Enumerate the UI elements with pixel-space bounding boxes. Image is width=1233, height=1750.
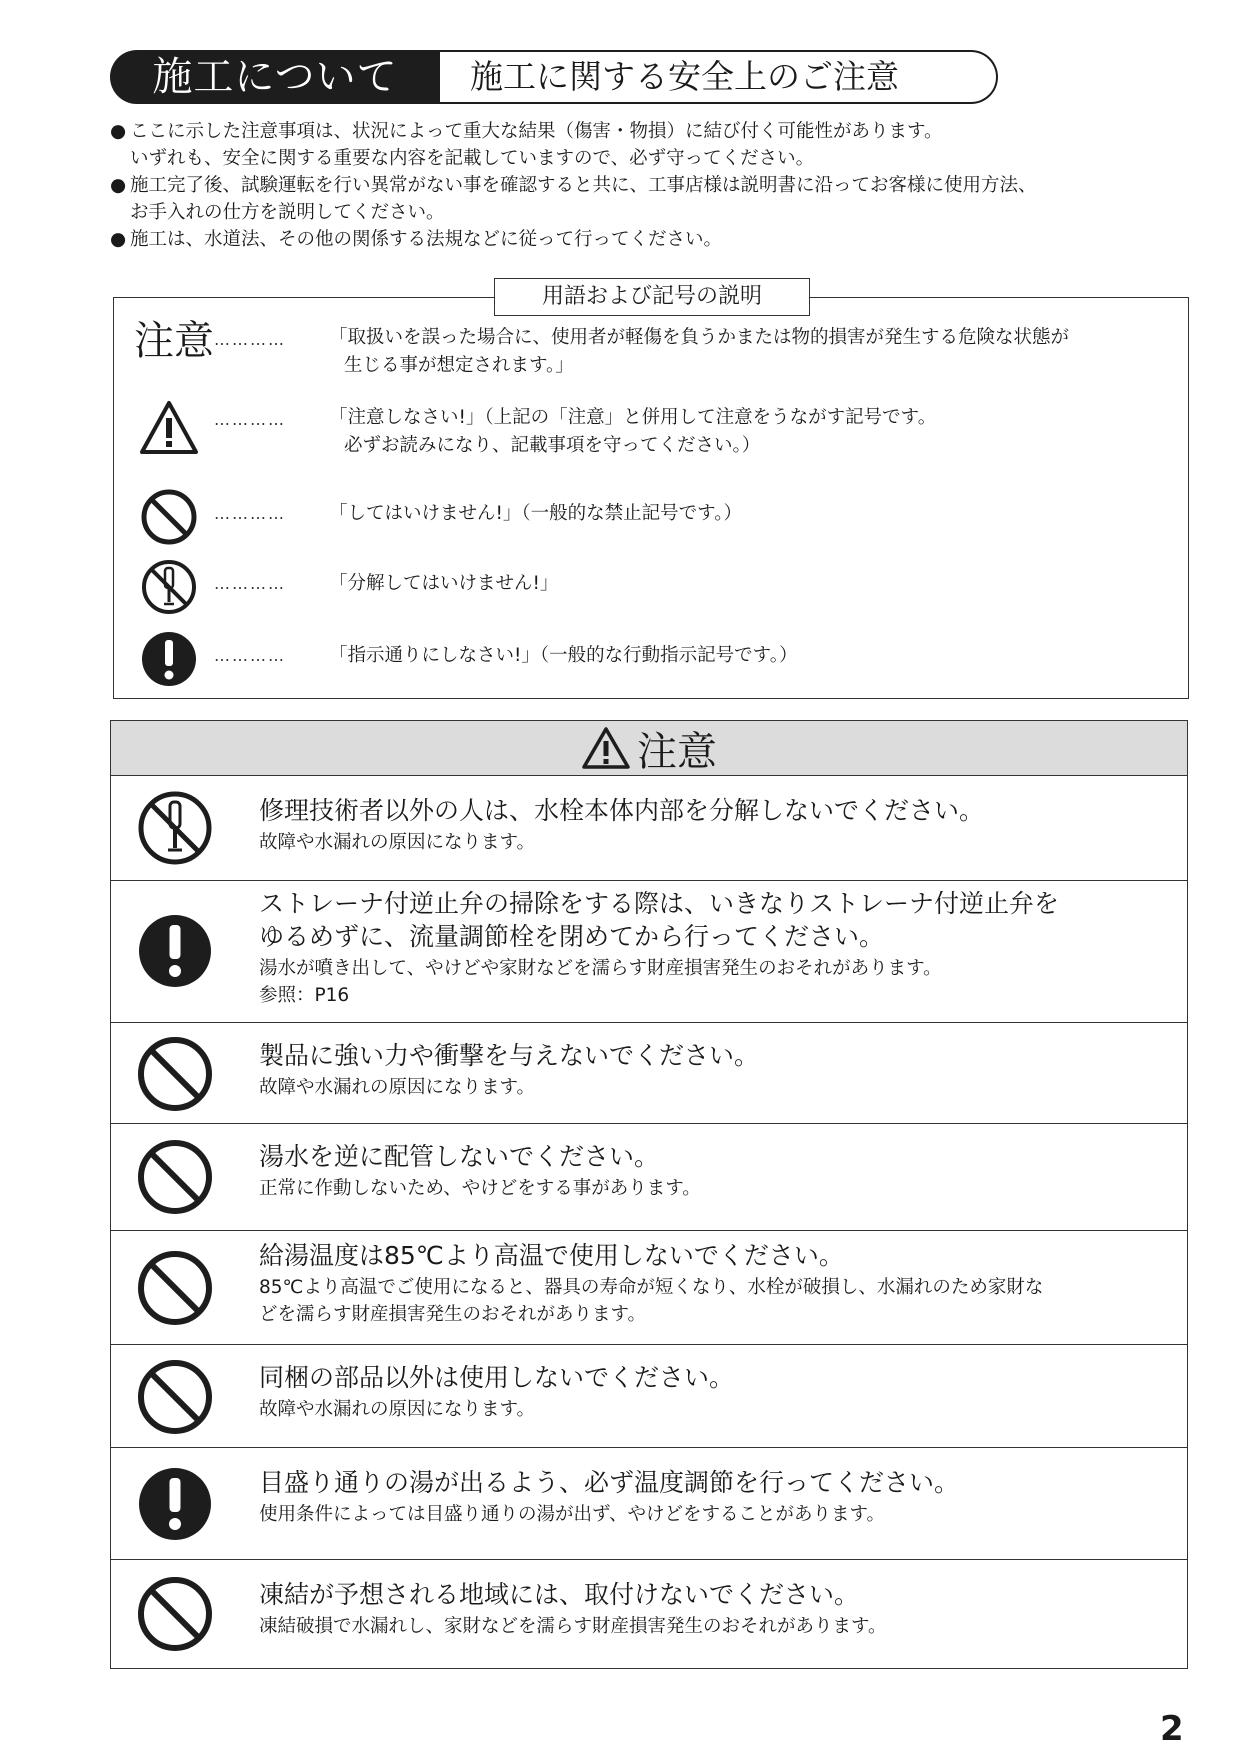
leader-dots: ………… xyxy=(214,646,286,665)
caution-title: 製品に強い力や衝撃を与えないでください。 xyxy=(259,1041,760,1070)
caution-title: ストレーナ付逆止弁の掃除をする際は、いきなりストレーナ付逆止弁を xyxy=(259,889,1060,918)
legend-desc xyxy=(329,642,1169,670)
caution-row xyxy=(111,1345,1187,1448)
intro-notes xyxy=(110,118,1110,253)
mandatory-icon xyxy=(135,911,215,991)
bullet-dot: ● xyxy=(110,229,127,250)
caution-sub-line: 凍結破損で水漏れし、家財などを濡らす財産損害発生のおそれがあります。 xyxy=(259,1616,887,1637)
prohibit-icon xyxy=(135,1248,215,1328)
section-subtitle: 施工に関する安全上のご注意 xyxy=(440,50,998,104)
caution-title: 修理技術者以外の人は、水栓本体内部を分解しないでください。 xyxy=(259,796,985,825)
caution-title: 給湯温度は85℃より高温で使用しないでください。 xyxy=(259,1241,844,1270)
caution-text xyxy=(259,1361,1147,1423)
symbol-legend xyxy=(113,284,1189,699)
legend-desc-line: 生じる事が想定されます。」 xyxy=(344,355,574,376)
legend-desc xyxy=(329,570,1169,598)
caution-sub xyxy=(259,1175,1147,1202)
leader-dots: ………… xyxy=(214,504,286,523)
caution-title: 目盛り通りの湯が出るよう、必ず温度調節を行ってください。 xyxy=(259,1468,960,1497)
caution-title: 湯水を逆に配管しないでください。 xyxy=(259,1142,660,1171)
caution-text xyxy=(259,887,1147,1009)
leader-dots: ………… xyxy=(214,330,286,349)
intro-line: お手入れの仕方を説明してください。 xyxy=(130,202,445,223)
caution-word: 注意 xyxy=(134,318,214,364)
page-header xyxy=(110,50,973,106)
legend-desc-line: 「注意しなさい!」（上記の「注意」と併用して注意をうながす記号です。 xyxy=(329,407,937,428)
caution-row xyxy=(111,1231,1187,1345)
intro-bullet xyxy=(110,172,1110,226)
caution-row xyxy=(111,776,1187,881)
caution-title: 凍結が予想される地域には、取付けないでください。 xyxy=(259,1580,860,1609)
legend-desc xyxy=(329,404,1169,460)
caution-sub xyxy=(259,1074,1147,1101)
caution-sub xyxy=(259,955,1147,1009)
caution-row xyxy=(111,1560,1187,1668)
intro-bullet xyxy=(110,226,1110,253)
legend-desc-line: 「してはいけません!」（一般的な禁止記号です。） xyxy=(329,503,742,524)
prohibit-icon xyxy=(135,1137,215,1217)
caution-sub-line: 故障や水漏れの原因になります。 xyxy=(259,1399,536,1420)
intro-bullet xyxy=(110,118,1110,172)
bullet-dot: ● xyxy=(110,121,127,142)
legend-desc-line: 「指示通りにしなさい!」（一般的な行動指示記号です。） xyxy=(329,645,798,666)
legend-desc-line: 必ずお読みになり、記載事項を守ってください。） xyxy=(344,435,761,456)
caution-text xyxy=(259,1140,1147,1202)
caution-sub-line: 湯水が噴き出して、やけどや家財などを濡らす財産損害発生のおそれがあります。 xyxy=(259,958,942,979)
caution-text xyxy=(259,1466,1147,1528)
legend-desc-line: 「取扱いを誤った場合に、使用者が軽傷を負うかまたは物的損害が発生する危険な状態が xyxy=(329,327,1070,348)
caution-sub-line: 85℃より高温でご使用になると、器具の寿命が短くなり、水栓が破損し、水漏れのため家財な xyxy=(259,1277,1044,1298)
legend-desc xyxy=(329,324,1169,380)
caution-sub-line: どを濡らす財産損害発生のおそれがあります。 xyxy=(259,1304,647,1325)
legend-desc-line: 「分解してはいけません!」 xyxy=(329,573,559,594)
caution-text xyxy=(259,1239,1147,1328)
caution-row xyxy=(111,1448,1187,1560)
caution-sub-line: 正常に作動しないため、やけどをする事があります。 xyxy=(259,1178,701,1199)
prohibit-icon xyxy=(135,1034,215,1114)
mandatory-icon xyxy=(138,628,200,690)
intro-line: いずれも、安全に関する重要な内容を記載していますので、必ず守ってください。 xyxy=(130,148,815,169)
caution-text xyxy=(259,1578,1147,1640)
caution-heading xyxy=(111,721,1187,776)
leader-dots: ………… xyxy=(214,574,286,593)
leader-dots: ………… xyxy=(214,410,286,429)
caution-heading-text: 注意 xyxy=(637,728,717,775)
caution-sub-line: 参照：P16 xyxy=(259,985,350,1006)
caution-text xyxy=(259,1039,1147,1101)
bullet-dot: ● xyxy=(110,175,127,196)
legend-title: 用語および記号の説明 xyxy=(494,278,810,316)
warning-triangle-icon xyxy=(581,725,631,771)
caution-row xyxy=(111,1124,1187,1231)
caution-sub-line: 故障や水漏れの原因になります。 xyxy=(259,832,536,853)
caution-sub-line: 使用条件によっては目盛り通りの湯が出ず、やけどをすることがあります。 xyxy=(259,1504,886,1525)
caution-sub xyxy=(259,1396,1147,1423)
intro-line: 施工は、水道法、その他の関係する法規などに従って行ってください。 xyxy=(130,229,723,250)
section-label: 施工について xyxy=(110,50,440,104)
prohibit-icon xyxy=(138,486,200,548)
intro-line: 施工完了後、試験運転を行い異常がない事を確認すると共に、工事店様は説明書に沿ってお客様に使用方法、 xyxy=(130,175,1037,196)
intro-line: ここに示した注意事項は、状況によって重大な結果（傷害・物損）に結び付く可能性があります。 xyxy=(130,121,943,142)
caution-text xyxy=(259,794,1147,856)
prohibit-icon xyxy=(135,1357,215,1437)
caution-title: ゆるめずに、流量調節栓を閉めてから行ってください。 xyxy=(259,922,885,951)
caution-table xyxy=(110,720,1188,1669)
caution-sub xyxy=(259,1613,1147,1640)
caution-sub xyxy=(259,829,1147,856)
page-number: 2 xyxy=(1160,1709,1184,1749)
caution-sub xyxy=(259,1501,1147,1528)
caution-sub-line: 故障や水漏れの原因になります。 xyxy=(259,1077,536,1098)
caution-title: 同梱の部品以外は使用しないでください。 xyxy=(259,1363,735,1392)
caution-row xyxy=(111,1023,1187,1124)
no-disassemble-icon xyxy=(138,556,200,618)
legend-desc xyxy=(329,500,1169,528)
prohibit-icon xyxy=(135,1574,215,1654)
mandatory-icon xyxy=(135,1464,215,1544)
warning-triangle-icon xyxy=(138,398,200,460)
caution-row xyxy=(111,881,1187,1023)
no-disassemble-icon xyxy=(135,788,215,868)
caution-sub xyxy=(259,1274,1147,1328)
